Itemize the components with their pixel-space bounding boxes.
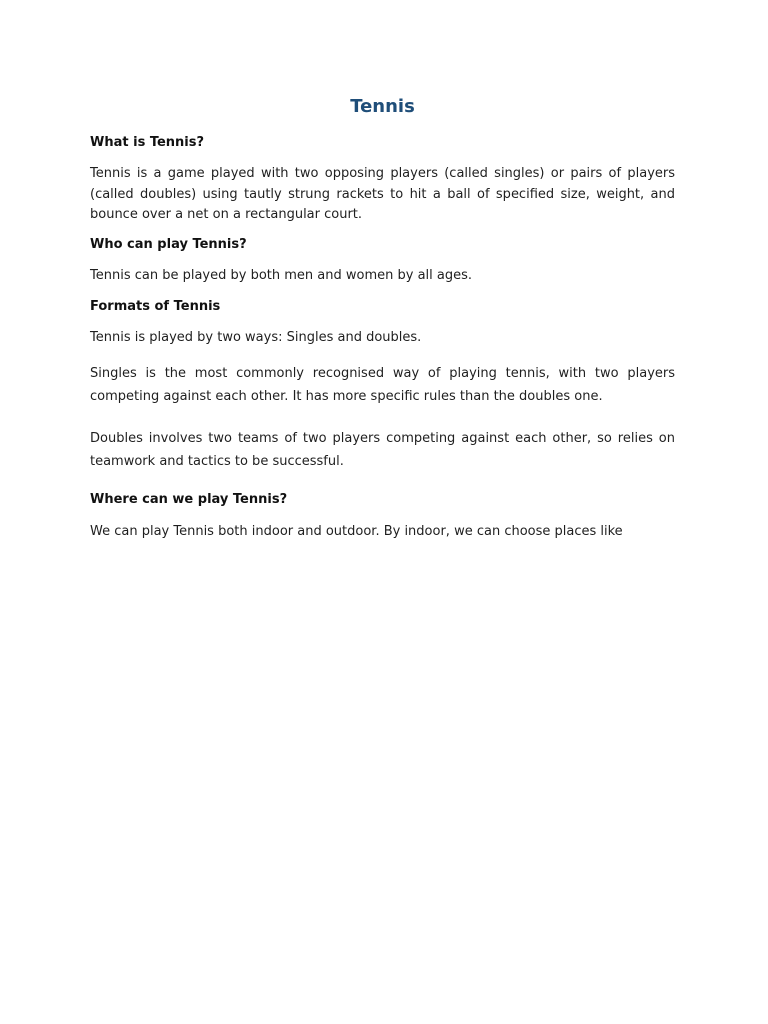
section-heading-what-is-tennis: What is Tennis? [90, 135, 205, 150]
paragraph-formats-intro: Tennis is played by two ways: Singles and doubles. [90, 330, 422, 345]
section-heading-who-can-play: Who can play Tennis? [90, 237, 247, 252]
section-heading-formats: Formats of Tennis [90, 299, 221, 314]
section-heading-where-to-play: Where can we play Tennis? [90, 492, 288, 507]
paragraph-what-is-tennis: Tennis is a game played with two opposing players (called singles) or pairs of players (called doubles) using tautly strung rackets to hit a ball of specified size, weight, and bounce over a net on a rectangular court. [90, 166, 675, 222]
document-title: Tennis [350, 96, 415, 117]
paragraph-where-to-play: We can play Tennis both indoor and outdoor. By indoor, we can choose places like [90, 524, 623, 539]
paragraph-formats-singles: Singles is the most commonly recognised way of playing tennis, with two players competing against each other. It has more specific rules than the doubles one. [90, 366, 675, 404]
paragraph-who-can-play: Tennis can be played by both men and women by all ages. [90, 268, 473, 283]
paragraph-formats-doubles: Doubles involves two teams of two players competing against each other, so relies on teamwork and tactics to be successful. [90, 431, 675, 469]
